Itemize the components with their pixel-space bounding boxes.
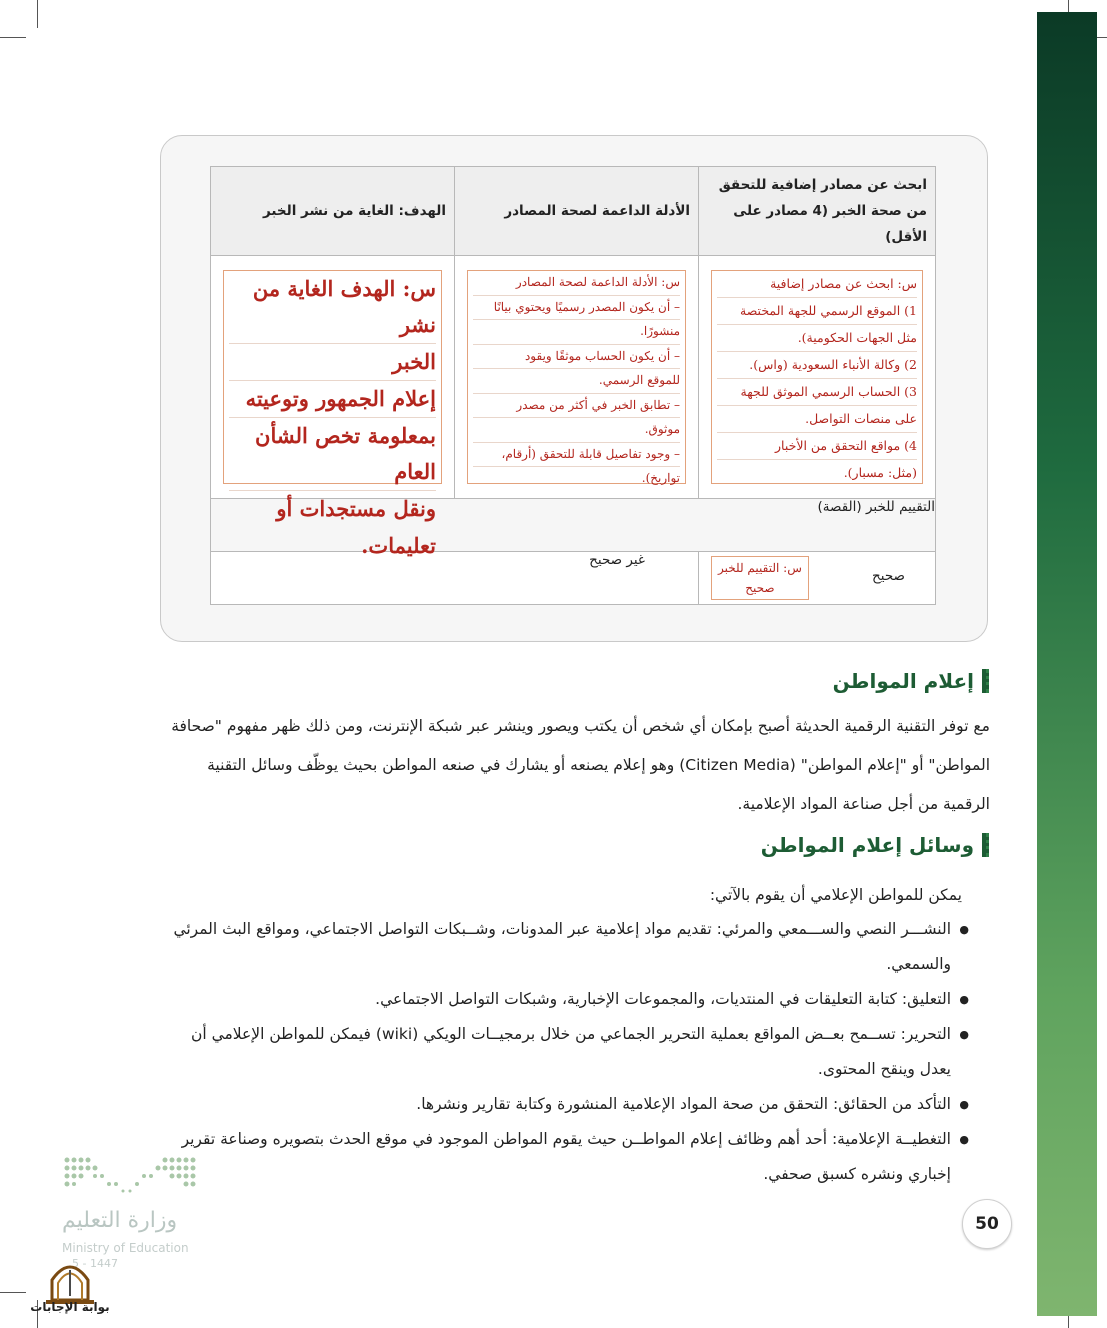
answer-evidence: س: الأدلة الداعمة لصحة المصادر – أن يكون المصدر رسميًا ويحتوي بيانًا منشورًا. – أن يكون الحساب موثقًا ويقود للموقع الرسمي. – تطابق الخبر في أكثر من مصدر موثوق. – وجود تفاصيل قابلة للتحقق (أرقام، تواريخ). <box>467 270 686 484</box>
watermark-text: بوابة الإجابات <box>30 1300 110 1314</box>
crop-mark <box>37 0 38 28</box>
ministry-name-en: Ministry of Education <box>62 1241 189 1255</box>
option-true-cell[interactable] <box>699 552 936 605</box>
ministry-name-ar: وزارة التعليم <box>62 1208 178 1233</box>
evaluation-label: التقييم للخبر (القصة) <box>211 499 936 552</box>
ministry-year: 5 - 1447 <box>72 1257 118 1270</box>
evaluation-answer: س: التقييم للخبر صحيح <box>711 556 809 600</box>
answer-sources: س: ابحث عن مصادر إضافية 1) الموقع الرسمي للجهة المختصة مثل الجهات الحكومية). 2) وكالة الأنباء السعودية (واس). 3) الحساب الرسمي الموثق للجهة على منصات التواصل. 4) مواقع التحقق من الأخبار (مثل: مسبار). <box>711 270 923 484</box>
header-sources: ابحث عن مصادر إضافية للتحقق من صحة الخبر (4 مصادر على الأقل) <box>699 167 936 256</box>
cell-goal[interactable] <box>211 256 455 558</box>
answer-goal: س: الهدف الغاية من نشر الخبر إعلام الجمهور وتوعيته بمعلومة تخص الشأن العام ونقل مستجدات أو تعليمات. <box>223 270 442 484</box>
option-false: غير صحيح <box>589 552 645 568</box>
section-title-citizen-media: إعلام المواطن <box>833 669 989 693</box>
ministry-logo-icon <box>62 1155 197 1200</box>
list-item: ● التعليق: كتابة التعليقات في المنتديات، والمجموعات الإخبارية، وشبكات التواصل الاجتماعي. <box>160 982 965 1017</box>
verification-table <box>210 166 936 605</box>
list-item: ● التأكد من الحقائق: التحقق من صحة المواد الإعلامية المنشورة وكتابة تقارير ونشرها. <box>160 1087 965 1122</box>
option-false-cell[interactable] <box>211 552 699 605</box>
list-item: ● التحرير: تســمح بعــض المواقع بعملية التحرير الجماعي من خلال برمجيــات الويكي (wiki) فيمكن للمواطن الإعلامي أن يعدل وينقح المحتوى. <box>160 1017 965 1087</box>
crop-mark <box>0 1292 26 1293</box>
tools-intro: يمكن للمواطن الإعلامي أن يقوم بالآتي: <box>709 886 962 904</box>
page-number: 50 <box>962 1199 1012 1249</box>
header-goal: الهدف: الغاية من نشر الخبر <box>211 167 455 256</box>
crop-mark <box>0 37 26 38</box>
side-color-band <box>1037 12 1097 1316</box>
list-item: ● النشـــر النصي والســـمعي والمرئي: تقديم مواد إعلامية عبر المدونات، وشــبكات التواصل الاجتماعي، ومواقع البث المرئي والسمعي. <box>160 912 965 982</box>
option-true: صحيح <box>872 568 905 584</box>
title-marker <box>982 669 989 693</box>
tools-list <box>160 912 965 1192</box>
title-marker <box>982 833 989 857</box>
list-item: ● التغطيــة الإعلامية: أحد أهم وظائف إعلام المواطــن حيث يقوم المواطن الموجود في موقع الحدث بتصويره وصناعة تقرير إخباري ونشره كسبق صحفي. <box>160 1122 965 1192</box>
section-title-citizen-media-tools: وسائل إعلام المواطن <box>761 833 989 857</box>
header-evidence: الأدلة الداعمة لصحة المصادر <box>455 167 699 256</box>
citizen-media-paragraph: مع توفر التقنية الرقمية الحديثة أصبح بإمكان أي شخص أن يكتب ويصور وينشر عبر شبكة الإنترنت، ومن ذلك ظهر مفهوم "صحافة المواطن" أو "إعلام المواطن" (Citizen Media) وهو إعلام يصنعه أو يشارك في صنعه المواطن بحيث يوظّف وسائل التقنية الرقمية من أجل صناعة المواد الإعلامية. <box>171 717 990 813</box>
cell-evidence[interactable] <box>455 256 699 499</box>
cell-sources[interactable] <box>699 256 936 499</box>
